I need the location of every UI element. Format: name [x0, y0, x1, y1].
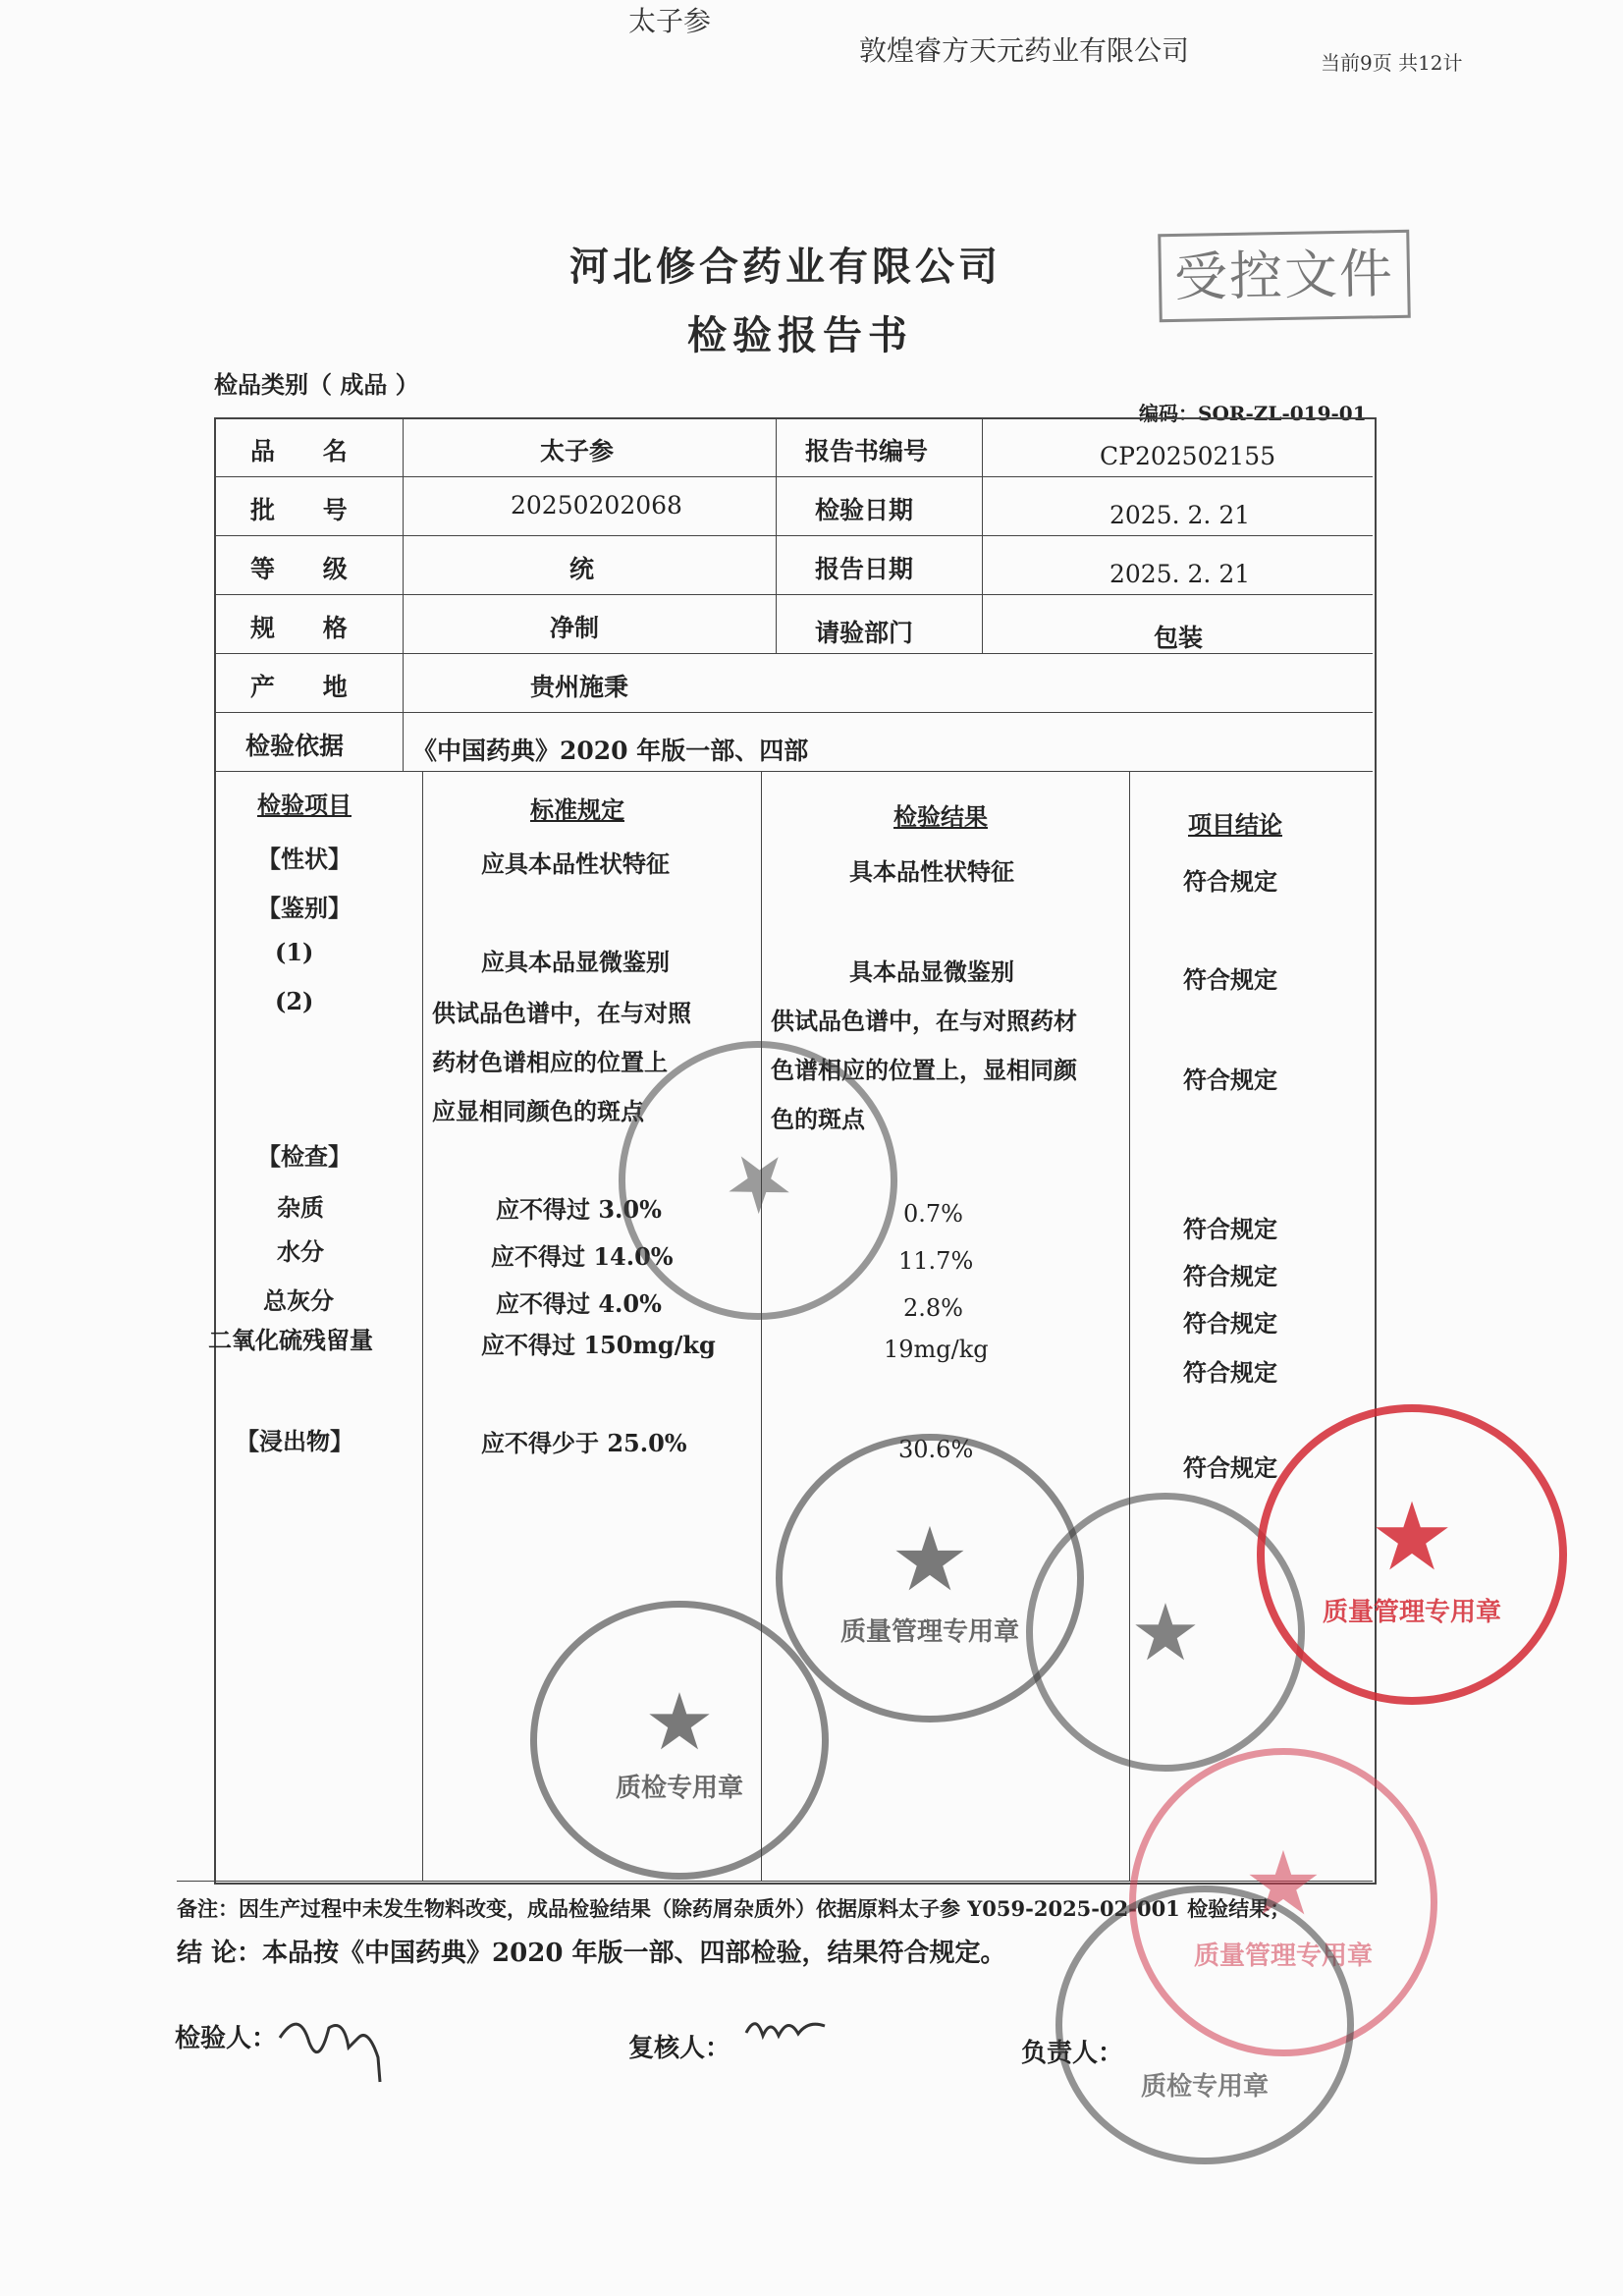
row-divider: [214, 476, 1373, 477]
conclusion-jb1: 符合规定: [1183, 965, 1277, 994]
test-item-extract: 【浸出物】: [236, 1427, 353, 1455]
check-result: 11.7%: [898, 1247, 974, 1275]
standard-jb2-line3: 应显相同颜色的斑点: [432, 1097, 644, 1125]
stamp-text: 质检专用章: [615, 1774, 743, 1803]
stamp-text: 质量管理专用章: [1322, 1597, 1501, 1627]
report-date-value: 2025. 2. 21: [1109, 560, 1251, 588]
check-standard: 应不得过 4.0%: [496, 1289, 662, 1318]
controlled-doc-stamp: 受控文件: [1158, 230, 1411, 322]
doc-subtitle: 检验报告书: [687, 312, 913, 358]
grade-label: 等 级: [250, 555, 367, 583]
standard-jb1: 应具本品显微鉴别: [481, 948, 670, 976]
basis-label: 检验依据: [245, 732, 345, 760]
test-item-jb2: (2): [275, 987, 314, 1015]
category: 检品类别（ 成品 ）: [214, 370, 419, 399]
check-item: 总灰分: [263, 1286, 334, 1315]
col-header-result: 检验结果: [893, 802, 988, 831]
star-icon: ★: [1369, 1481, 1455, 1592]
report-no-value: CP202502155: [1100, 442, 1276, 470]
result-jb2-line1: 供试品色谱中，在与对照药材: [771, 1007, 1077, 1035]
star-icon: ★: [890, 1508, 970, 1612]
test-item-jb1: (1): [275, 938, 314, 966]
responsible-label: 负责人：: [1021, 2039, 1124, 2068]
dept-label: 请验部门: [815, 619, 914, 647]
standard-jb2-line2: 药材色谱相应的位置上: [432, 1048, 668, 1076]
stamp-text: 质量管理专用章: [839, 1617, 1019, 1647]
row-divider: [214, 594, 1373, 595]
conclusion: 结 论：本品按《中国药典》2020 年版一部、四部检验，结果符合规定。: [177, 1939, 1006, 1968]
conclusion-jb2: 符合规定: [1183, 1066, 1277, 1094]
check-conclusion: 符合规定: [1183, 1358, 1277, 1387]
check-standard: 应不得过 3.0%: [496, 1195, 662, 1224]
check-conclusion: 符合规定: [1183, 1309, 1277, 1338]
inspection-seal-stamp: [1055, 1886, 1354, 2164]
check-item: 水分: [277, 1237, 324, 1266]
standard-xingzhuang: 应具本品性状特征: [481, 849, 670, 878]
test-item-jiancha: 【检查】: [257, 1142, 352, 1171]
row-divider: [214, 535, 1373, 536]
check-conclusion: 符合规定: [1183, 1262, 1277, 1290]
spec-value: 净制: [550, 614, 600, 642]
origin-label: 产 地: [250, 673, 367, 701]
col-divider: [982, 417, 983, 653]
remark: 备注：因生产过程中未发生物料改变，成品检验结果（除药屑杂质外）依据原料太子参 Y059-2025-02-001 检验结果；: [177, 1896, 1291, 1921]
conclusion-extract: 符合规定: [1183, 1453, 1277, 1482]
conclusion-xingzhuang: 符合规定: [1183, 867, 1277, 896]
test-date-value: 2025. 2. 21: [1109, 501, 1251, 529]
batch-value: 20250202068: [511, 491, 682, 519]
row-divider: [214, 771, 1373, 772]
origin-value: 贵州施秉: [530, 673, 629, 701]
report-date-label: 报告日期: [815, 555, 914, 583]
test-date-label: 检验日期: [815, 496, 914, 524]
name-label: 品 名: [250, 437, 367, 465]
red-company-seal: [1257, 1404, 1567, 1705]
test-item-xingzhuang: 【性状】: [257, 845, 352, 873]
star-icon: ★: [644, 1676, 715, 1768]
col-divider: [403, 417, 404, 771]
reviewer-label: 复核人：: [628, 2034, 731, 2063]
result-jb1: 具本品显微鉴别: [849, 957, 1014, 986]
header-product: 太子参: [628, 5, 712, 37]
check-result: 2.8%: [903, 1294, 963, 1322]
inspector-signature: [270, 1998, 398, 2087]
company-seal-stamp-2: [530, 1601, 829, 1880]
check-standard: 应不得过 14.0%: [491, 1242, 674, 1271]
batch-label: 批 号: [250, 496, 367, 524]
page-info: 当前9页 共12计: [1321, 51, 1463, 75]
basis-value: 《中国药典》2020 年版一部、四部: [412, 737, 809, 765]
result-xingzhuang: 具本品性状特征: [849, 857, 1014, 886]
standard-extract: 应不得少于 25.0%: [481, 1429, 687, 1457]
doc-code: 编码：SOR-ZL-019-01: [1139, 402, 1367, 425]
reviewer-signature: [741, 2008, 830, 2048]
spec-label: 规 格: [250, 614, 367, 642]
stamp-text: 质检专用章: [1140, 2071, 1269, 2102]
col-divider: [776, 417, 777, 653]
test-item-jianbie: 【鉴别】: [257, 894, 352, 922]
grade-value: 统: [569, 555, 595, 583]
check-standard: 应不得过 150mg/kg: [481, 1331, 716, 1359]
doc-title: 河北修合药业有限公司: [569, 244, 1001, 290]
check-result: 19mg/kg: [884, 1336, 989, 1363]
col-header-standard: 标准规定: [530, 795, 624, 824]
check-item: 杂质: [277, 1193, 324, 1222]
star-icon: ★: [702, 1122, 814, 1238]
name-value: 太子参: [540, 437, 615, 465]
star-icon: ★: [1243, 1832, 1324, 1936]
col-header-item: 检验项目: [257, 791, 352, 819]
report-no-label: 报告书编号: [805, 437, 929, 465]
col-divider: [422, 771, 423, 1881]
result-jb2-line2: 色谱相应的位置上，显相同颜: [771, 1056, 1077, 1084]
header-company: 敦煌睿方天元药业有限公司: [859, 34, 1190, 67]
row-divider: [214, 712, 1373, 713]
col-header-conclusion: 项目结论: [1188, 810, 1282, 839]
dept-value: 包装: [1154, 624, 1204, 652]
check-result: 0.7%: [903, 1200, 963, 1228]
result-extract: 30.6%: [898, 1436, 974, 1463]
standard-jb2-line1: 供试品色谱中，在与对照: [432, 999, 691, 1027]
star-icon: ★: [1130, 1586, 1201, 1678]
stamp-text: 质量管理专用章: [1193, 1941, 1373, 1971]
result-jb2-line3: 色的斑点: [771, 1105, 865, 1133]
check-item: 二氧化硫残留量: [208, 1326, 373, 1354]
check-conclusion: 符合规定: [1183, 1215, 1277, 1243]
inspector-label: 检验人：: [175, 2024, 278, 2053]
